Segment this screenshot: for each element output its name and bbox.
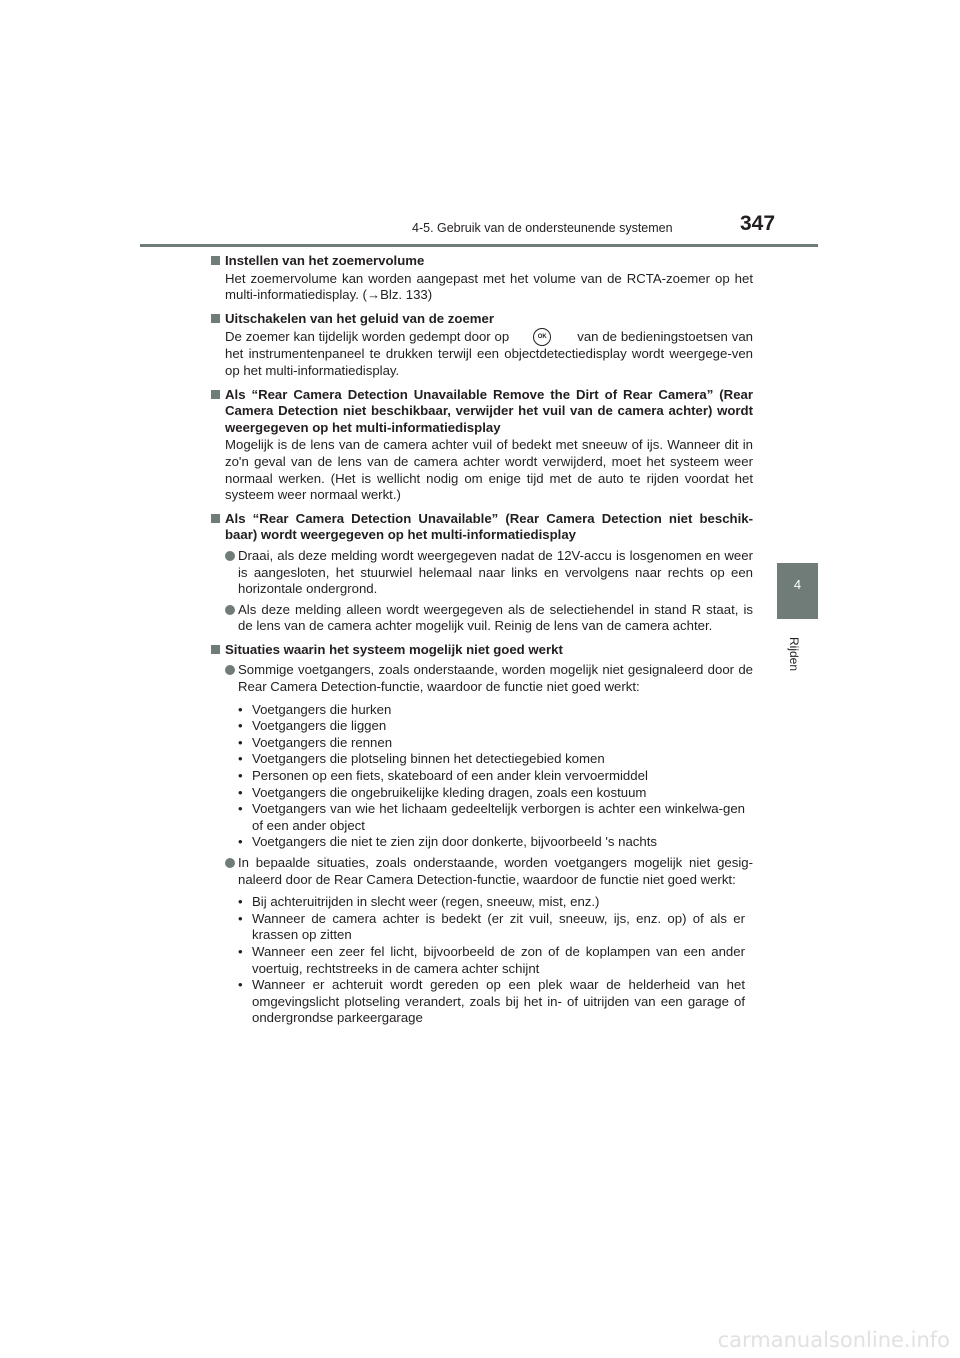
section-heading [210, 387, 753, 437]
ok-button-label: OK [537, 334, 547, 341]
section-heading [210, 511, 753, 544]
sub-list-item-text: Wanneer een zeer fel licht, bijvoorbeeld de zon of de koplampen van een ander voertuig, rechtstreeks in de camera achter schijnt [252, 943, 745, 976]
list-item-text: In bepaalde situaties, zoals onderstaande, worden voetgangers mogelijk niet gesig-naleerd door de Rear Camera Detection-functie, waardoor de functie niet goed werkt: [238, 855, 753, 887]
sub-list-item [210, 977, 753, 1027]
sub-list-pedestrians [210, 702, 753, 851]
sub-list-item [210, 751, 753, 768]
bullet-dot: • [238, 910, 243, 926]
bullet-dot: • [238, 834, 243, 850]
page-header [140, 214, 818, 244]
circle-bullet-icon [225, 665, 235, 675]
section-body: Het zoemervolume kan worden aangepast met het volume van de RCTA-zoemer op het multi-informatiedisplay. (→Blz. 133) [225, 270, 753, 303]
sub-list-conditions [210, 894, 753, 1027]
circle-bullet-icon [225, 858, 235, 868]
sub-list-item [210, 768, 753, 785]
bullet-dot: • [238, 977, 243, 993]
sub-list-item-text: Voetgangers die liggen [252, 718, 387, 734]
square-bullet-icon [211, 256, 220, 265]
bullet-dot: • [238, 801, 243, 817]
bullet-dot: • [238, 734, 243, 750]
sub-list-item-text: Wanneer de camera achter is bedekt (er zit vuil, sneeuw, ijs, enz. op) of als er krassen op zitten [252, 910, 745, 943]
sub-list-item-text: Voetgangers die ongebruikelijke kleding dragen, zoals een kostuum [252, 784, 647, 800]
sub-list-item-text: Personen op een fiets, skateboard of een ander klein vervoermiddel [252, 768, 648, 784]
sub-list-item [210, 911, 753, 944]
sub-list-item [210, 801, 753, 834]
section-body [210, 328, 753, 379]
circle-bullet-icon [225, 605, 235, 615]
sub-list-item [210, 834, 753, 851]
square-bullet-icon [211, 390, 220, 399]
section-remove-dirt-message [210, 387, 753, 504]
list-item-text: Draai, als deze melding wordt weergegeven nadat de 12V-accu is losgenomen en weer is aangesloten, het stuurwiel helemaal naar links en vervolgens naar rechts op een horizontale ondergrond. [238, 547, 753, 597]
section-heading [210, 253, 753, 270]
list-item [210, 602, 753, 635]
watermark-text: carmanualsonline.info [717, 1328, 950, 1352]
page-number: 347 [740, 212, 776, 235]
sub-list-item-text: Bij achteruitrijden in slecht weer (regen, sneeuw, mist, enz.) [252, 894, 600, 910]
sub-list-item [210, 735, 753, 752]
sub-list-item-text: Voetgangers die niet te zien zijn door donkerte, bijvoorbeeld 's nachts [252, 834, 657, 850]
section-heading-text: Als “Rear Camera Detection Unavailable Remove the Dirt of Rear Camera” (Rear Camera Detection niet beschikbaar, verwijder het vuil van de camera achter) wordt weergegeven op het multi-informatiedisplay [225, 386, 753, 435]
bullet-dot: • [238, 701, 243, 717]
sub-list-item-text: Voetgangers die hurken [252, 701, 392, 717]
list-item [210, 855, 753, 888]
sub-list-item-text: Voetgangers die rennen [252, 734, 393, 750]
list-item [210, 662, 753, 695]
bullet-dot: • [238, 718, 243, 734]
section-header-title: 4-5. Gebruik van de ondersteunende systemen [412, 221, 673, 235]
chapter-label-text: Rijden [787, 636, 801, 672]
section-heading-text: Situaties waarin het systeem mogelijk niet goed werkt [225, 641, 563, 657]
watermark [612, 1325, 960, 1358]
chapter-number: 4 [793, 577, 802, 592]
section-mute-buzzer [210, 311, 753, 380]
section-heading [210, 642, 753, 659]
square-bullet-icon [211, 314, 220, 323]
section-heading-text: Als “Rear Camera Detection Unavailable” (Rear Camera Detection niet beschik-baar) wordt weergegeven op het multi-informatiedisplay [225, 510, 753, 543]
section-heading-text: Uitschakelen van het geluid van de zoemer [225, 310, 494, 326]
body-text-part: van de bedieningstoetsen van het instrumentenpaneel te drukken terwijl een objectdetectiedisplay wordt weergege-ven op het multi-informatiedisplay. [225, 329, 753, 378]
section-heading-text: Instellen van het zoemervolume [225, 253, 425, 268]
list-item [210, 548, 753, 598]
sub-list-item [210, 702, 753, 719]
body-text-part: De zoemer kan tijdelijk worden gedempt door op [225, 329, 510, 345]
section-buzzer-volume [210, 253, 753, 304]
bullet-dot: • [238, 751, 243, 767]
chapter-tab [777, 563, 818, 619]
section-heading [210, 311, 753, 328]
section-body: Mogelijk is de lens van de camera achter vuil of bedekt met sneeuw of ijs. Wanneer dit in zo'n geval van de lens van de camera achter wordt verwijderd, moet het systeem weer normaal werken. (Het is wellicht nodig om enige tijd met de auto te rijden voordat het systeem weer normaal werkt.) [225, 437, 753, 503]
ok-button-icon [533, 328, 551, 346]
bullet-dot: • [238, 943, 243, 959]
section-system-limitations [210, 642, 753, 1027]
sub-list-item [210, 944, 753, 977]
square-bullet-icon [211, 645, 220, 654]
square-bullet-icon [211, 514, 220, 523]
bullet-dot: • [238, 768, 243, 784]
list-item-text: Als deze melding alleen wordt weergegeven als de selectiehendel in stand R staat, is de lens van de camera achter mogelijk vuil. Reinig de lens van de camera achter. [238, 601, 753, 634]
bullet-dot: • [238, 784, 243, 800]
list-item-text: Sommige voetgangers, zoals onderstaande, worden mogelijk niet gesignaleerd door de Rear Camera Detection-functie, waardoor de functie niet goed werkt: [238, 662, 753, 695]
sub-list-item-text: Voetgangers die plotseling binnen het detectiegebied komen [252, 751, 605, 767]
sub-list-item [210, 785, 753, 802]
chapter-label [786, 634, 800, 674]
section-unavailable-message [210, 511, 753, 635]
sub-list-item [210, 718, 753, 735]
circle-bullet-icon [225, 551, 235, 561]
sub-list-item-text: Wanneer er achteruit wordt gereden op een plek waar de helderheid van het omgevingslicht plotseling verandert, zoals bij het in- of uitrijden van een garage of ondergrondse parkeergarage [252, 977, 745, 1026]
page-content [210, 253, 753, 1034]
bullet-dot: • [238, 894, 243, 910]
sub-list-item-text: Voetgangers van wie het lichaam gedeeltelijk verborgen is achter een winkelwa-gen of een ander object [252, 801, 745, 833]
sub-list-item [210, 894, 753, 911]
header-divider [140, 244, 818, 247]
